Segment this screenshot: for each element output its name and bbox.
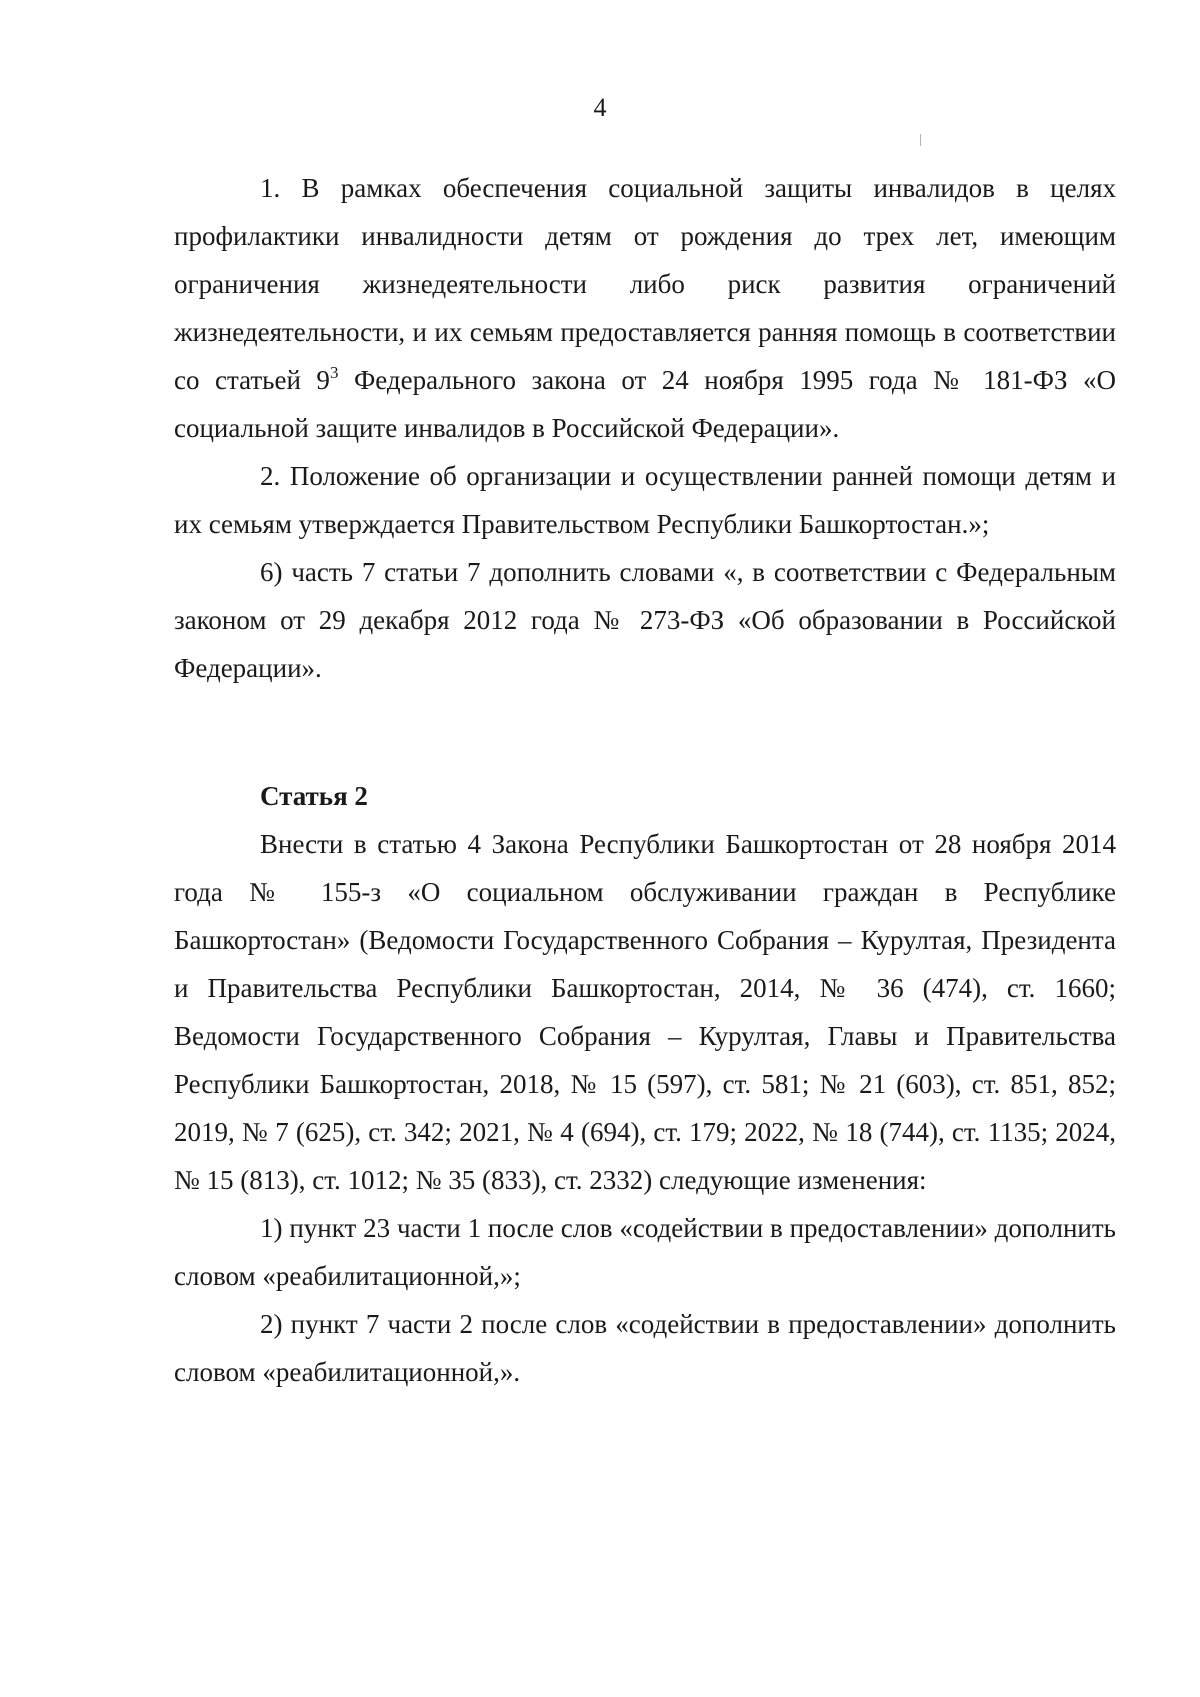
article-heading: Статья 2 (260, 781, 368, 811)
paragraph-amendment-1: 1) пункт 23 части 1 после слов «содействии в предоставлении» дополнить словом «реабилитационной,»; (174, 1213, 1116, 1291)
document-body (174, 164, 1116, 1396)
paragraph-early-help-text-end: Федерального закона от 24 ноября 1995 года № 181-ФЗ «О социальной защите инвалидов в Российской Федерации». (174, 365, 1116, 443)
scan-mark (920, 134, 921, 146)
article-superscript: 3 (329, 363, 339, 382)
paragraph-early-help (174, 164, 1116, 452)
paragraph-early-help-text-start: 1. В рамках обеспечения социальной защиты инвалидов в целях профилактики инвалидности детям от рождения до трех лет, имеющим ограничения жизнедеятельности либо риск развития ограничений жизнедеятельности, и их семьям предоставляется ранняя помощь в соответствии со статьей 9 (174, 173, 1116, 395)
paragraph-amendment-2: 2) пункт 7 части 2 после слов «содействии в предоставлении» дополнить словом «реабилитационной,». (174, 1309, 1116, 1387)
paragraph-regulation: 2. Положение об организации и осуществлении ранней помощи детям и их семьям утверждается Правительством Республики Башкортостан.»; (174, 461, 1116, 539)
page-number: 4 (593, 93, 607, 122)
paragraph-amendment-6: 6) часть 7 статьи 7 дополнить словами «, в соответствии с Федеральным законом от 29 декабря 2012 года № 273-ФЗ «Об образовании в Российской Федерации». (174, 557, 1116, 683)
paragraph-article-2-intro: Внести в статью 4 Закона Республики Башкортостан от 28 ноября 2014 года № 155-з «О социальном обслуживании граждан в Республике Башкортостан» (Ведомости Государственного Собрания – Курултая, Президента и Правительства Республики Башкортостан, 2014, № 36 (474), ст. 1660; Ведомости Государственного Собрания – Курултая, Главы и Правительства Республики Башкортостан, 2018, № 15 (597), ст. 581; № 21 (603), ст. 851, 852; 2019, № 7 (625), ст. 342; 2021, № 4 (694), ст. 179; 2022, № 18 (744), ст. 1135; 2024, № 15 (813), ст. 1012; № 35 (833), ст. 2332) следующие изменения: (174, 829, 1116, 1195)
